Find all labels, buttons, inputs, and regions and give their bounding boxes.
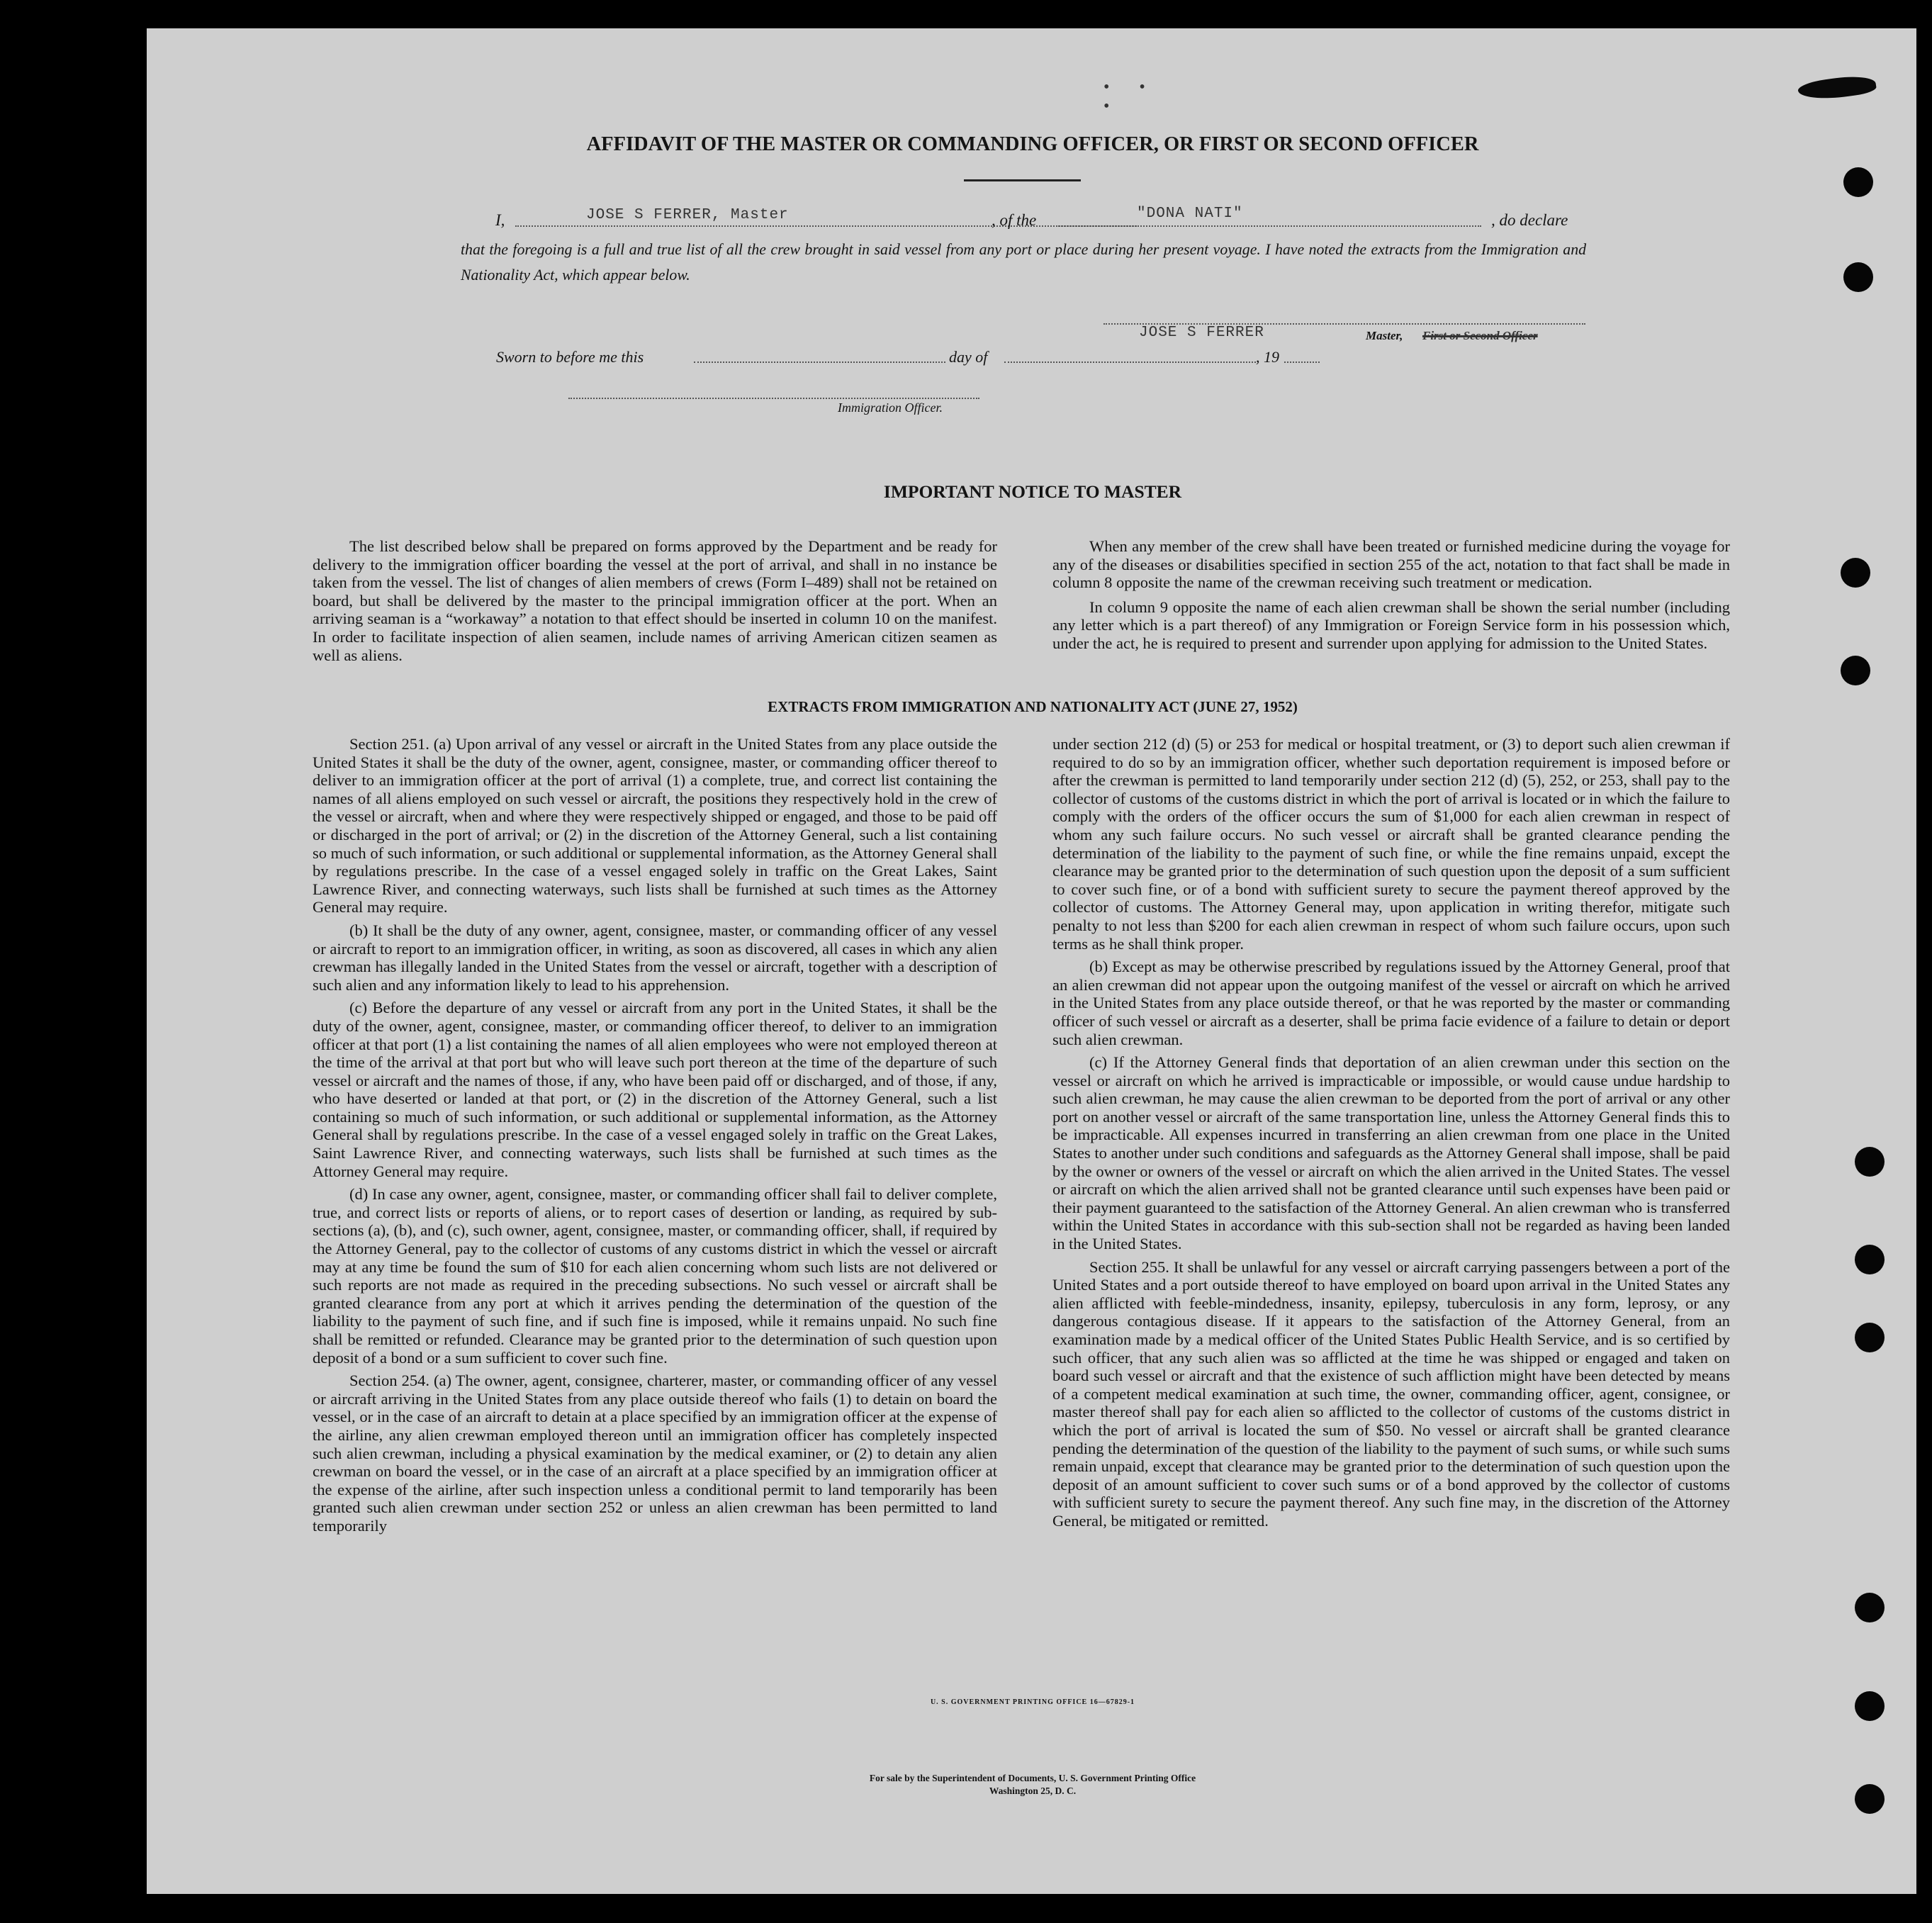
punch-hole (1855, 1691, 1885, 1721)
section-254-b: (b) Except as may be otherwise prescribed by regulations issued by the Attorney General, proof that an alien crewman did not appear upon the outgoing manifest of the vessel or aircraft on which he arrived in the United States from any place outside thereof, or that he was reported by the master or commanding officer of such vessel or aircraft as a deserter, shall be prima facie evidence of a failure to detain or deport such alien crewman. (1052, 958, 1730, 1048)
punch-hole (1843, 262, 1873, 292)
sworn-day-line (694, 361, 945, 363)
punch-hole (1855, 1784, 1885, 1814)
notice-right-text-2: In column 9 opposite the name of each alien crewman shall be shown the serial number (including any letter which is a part thereof) of any Immigration or Foreign Service form in his possession which, under the act, he is required to present and surrender upon applying for admission to the United States. (1052, 598, 1730, 652)
master-title-label: Master, (1366, 329, 1403, 342)
for-sale-line-2: Washington 25, D. C. (989, 1785, 1077, 1796)
signature-typed: JOSE S FERRER (1139, 325, 1264, 341)
extracts-title: EXTRACTS FROM IMMIGRATION AND NATIONALITY ACT (JUNE 27, 1952) (768, 698, 1298, 715)
section-251-c: (c) Before the departure of any vessel or aircraft from any port in the United States, it shall be the duty of the owner, agent, consignee, master, or commanding officer thereof, to deliver to an immigration officer at that port (1) a list containing the names of all alien employees who were not employed thereon at the time of the arrival at that port but who will leave such port thereon at the time of the departure of such vessel or aircraft and the names of those, if any, who have been paid off or discharged, and of those, if any, who have deserted or landed at that port, or (2) in the discretion of the Attorney General, such a list containing so much of such information, or such additional or supplemental information, as the Attorney General shall by regulations prescribe. In the case of a vessel engaged solely in traffic on the Great Lakes, Saint Lawrence River, and connecting waterways, such lists shall be furnished at such times as the Attorney General may require. (313, 999, 997, 1180)
master-name-line (515, 225, 1139, 227)
title-rule (964, 179, 1081, 181)
i-label: I, (495, 211, 505, 229)
vessel-name-line (1056, 225, 1481, 227)
notice-left (313, 537, 997, 669)
section-254-a: Section 254. (a) The owner, agent, consignee, charterer, master, or commanding officer of any vessel or aircraft arriving in the United States from any place outside thereof who fails (1) to detain on board the vessel, or in the case of an aircraft to detain at a place specified by an immigration officer at the expense of the airline, any alien crewman employed thereon until an immigration officer has completely inspected such alien crewman, including a physical examination by the medical examiner, or (2) to detain any alien crewman on board the vessel, or in the case of an aircraft at a place specified by an immigration officer at the expense of the airline, after such inspection unless a conditional permit to land temporarily has been granted such alien crewman under section 252 or unless an alien crewman has been permitted to land temporarily (313, 1372, 997, 1535)
extracts-right (1052, 735, 1730, 1535)
punch-hole (1855, 1245, 1885, 1274)
immigration-officer-label: Immigration Officer. (838, 400, 943, 415)
day-of-label: day of (949, 348, 988, 366)
vessel-name-value: "DONA NATI" (1137, 206, 1243, 222)
sworn-label: Sworn to before me this (496, 348, 644, 366)
top-dots: • • • (1103, 78, 1158, 116)
notice-title: IMPORTANT NOTICE TO MASTER (883, 481, 1182, 502)
struck-officer-text: First or Second Officer (1422, 329, 1538, 342)
section-251-d: (d) In case any owner, agent, consignee, master, or commanding officer shall fail to deliver complete, true, and correct lists or reports of aliens, or to report cases of desertion or landing, as required by sub-sections (a), (b), and (c), such owner, agent, consignee, master, or commanding officer, shall, if required by the Attorney General, pay to the collector of customs of any customs district in which the vessel or aircraft may at any time be found the sum of $10 for each alien concerning whom such lists are not delivered or such reports are not made as required in the preceding subsections. No such vessel or aircraft shall be granted clearance from any port at which it arrives pending the determination of the question of the liability to the payment of such fine, and if such fine is imposed, while it remains unpaid. No such fine shall be remitted or refunded. Clearance may be granted prior to the determination of such question upon deposit of a bond or a sum sufficient to cover such fine. (313, 1185, 997, 1367)
year-label: , 19 (1256, 348, 1279, 366)
punch-hole (1841, 656, 1870, 685)
punch-hole (1855, 1147, 1885, 1177)
do-declare-label: , do declare (1491, 211, 1568, 229)
notice-right (1052, 537, 1730, 658)
punch-hole (1843, 167, 1873, 197)
section-251-a: Section 251. (a) Upon arrival of any vessel or aircraft in the United States from any place outside the United States it shall be the duty of the owner, agent, consignee, master, or commanding officer thereof to deliver to an immigration officer at the port of arrival (1) a complete, true, and correct list containing the names of all aliens employed on such vessel or aircraft, the positions they respectively hold in the crew of the vessel or aircraft, when and where they were respectively shipped or engaged, and those to be paid off or discharged in the port of arrival; or (2) in the discretion of the Attorney General, such a list containing so much of such information, or such additional or supplemental information, as the Attorney General shall by regulations prescribe. In the case of a vessel engaged solely in traffic on the Great Lakes, Saint Lawrence River, and connecting waterways, such lists shall be furnished at such times as the Attorney General may require. (313, 735, 997, 916)
affidavit-title: AFFIDAVIT OF THE MASTER OR COMMANDING OFFICER, OR FIRST OR SECOND OFFICER (586, 133, 1479, 155)
document-page (147, 28, 1916, 1894)
declaration-text: that the foregoing is a full and true list of all the crew brought in said vessel from any port or place during her present voyage. I have noted the extracts from the Immigration and Nationality Act, which appear below. (461, 241, 1586, 284)
torn-corner-mark (1797, 72, 1877, 103)
notice-left-text: The list described below shall be prepared on forms approved by the Department and be ready for delivery to the immigration officer boarding the vessel at the port of arrival, and shall in no instance be taken from the vessel. The list of changes of alien members of crews (Form I–489) shall not be retained on board, but shall be delivered by the master to the principal immigration officer at the port. When an arriving seaman is a “workaway” a notation to that effect should be inserted in column 10 on the manifest. In order to facilitate inspection of alien seamen, include names of arriving American citizen seamen as well as aliens. (313, 537, 997, 664)
officer-signature-line (568, 398, 979, 399)
sworn-year-line (1284, 361, 1320, 363)
printing-office-code: U. S. GOVERNMENT PRINTING OFFICE 16—67829-1 (930, 1698, 1135, 1706)
extracts-left (313, 735, 997, 1540)
notice-right-text-1: When any member of the crew shall have been treated or furnished medicine during the voyage for any of the diseases or disabilities specified in section 255 of the act, notation to that fact shall be made in column 8 opposite the name of the crewman receiving such treatment or medication. (1052, 537, 1730, 592)
sworn-month-line (1004, 361, 1256, 363)
of-the-label: , of the (992, 211, 1037, 229)
punch-hole (1855, 1323, 1885, 1352)
section-255: Section 255. It shall be unlawful for any vessel or aircraft carrying passengers between a port of the United States and a port outside thereof to have employed on board upon arrival in the United States any alien afflicted with feeble-mindedness, insanity, epilepsy, tuberculosis in any form, leprosy, or any dangerous contagious disease. If it appears to the satisfaction of the Attorney General, from an examination made by a medical officer of the United States Public Health Service, and is so certified by such officer, that any such alien was so afflicted at the time he was shipped or engaged and taken on board such vessel or aircraft and that the existence of such affliction might have been detected by means of a competent medical examination at such time, the owner, commanding officer, agent, consignee, or master thereof shall pay for each alien so afflicted to the collector of customs of the customs district in which the port of arrival is located the sum of $50. No vessel or aircraft shall be granted clearance pending the determination of the question of the liability to the payment of such sums, or while such sums remain unpaid, except that clearance may be granted prior to the determination of such question upon the deposit of an amount sufficient to cover such sums or of a bond approved by the collector of customs with sufficient surety to secure the payment thereof. Any such fine may, in the discretion of the Attorney General, be mitigated or remitted. (1052, 1257, 1730, 1530)
section-251-b: (b) It shall be the duty of any owner, agent, consignee, master, or commanding officer of any vessel or aircraft to report to an immigration officer, in writing, as soon as discovered, all cases in which any alien crewman has illegally landed in the United States from the vessel or aircraft, together with a description of such alien and any information likely to lead to his apprehension. (313, 921, 997, 994)
section-254-a-continued: under section 212 (d) (5) or 253 for medical or hospital treatment, or (3) to deport such alien crewman if required to do so by an immigration officer, whether such deportation requirement is imposed before or after the crewman is permitted to land temporarily under section 212 (d) (5), 252, or 253, shall pay to the collector of customs of the customs district in which the port of arrival is located or in which the failure to comply with the orders of the officer occurs the sum of $1,000 for each alien crewman in respect of whom any such failure occurs. No such vessel or aircraft shall be granted clearance pending the determination of the liability to the payment of such fine, or while the fine remains unpaid, except the clearance may be granted prior to the determination of such question upon the deposit of a sum sufficient to cover such fine, or of a bond with sufficient surety to secure the payment thereof approved by the collector of customs. The Attorney General may, upon application in writing therefor, mitigate such penalty to not less than $200 for each alien crewman in respect of whom such failure occurs, upon such terms as he shall think proper. (1052, 735, 1730, 953)
section-254-c: (c) If the Attorney General finds that deportation of an alien crewman under this section on the vessel or aircraft on which he arrived is impracticable or impossible, or would cause undue hardship to such alien crewman, he may cause the alien crewman to be deported from the port of arrival or any other port on another vessel or aircraft of the same transportation line, unless the Attorney General finds this to be impracticable. All expenses incurred in transferring an alien crewman from one place in the United States to another under such conditions and safeguards as the Attorney General shall impose, shall be paid by the owner or owners of the vessel or aircraft on which the alien arrived in the United States. The vessel or aircraft on which the alien arrived shall not be granted clearance until such expenses have been paid or their payment guaranteed to the satisfaction of the Attorney General. An alien crewman who is transferred within the United States in accordance with this sub-section shall not be regarded as having been landed in the United States. (1052, 1053, 1730, 1253)
punch-hole (1855, 1593, 1885, 1622)
for-sale-line-1: For sale by the Superintendent of Documents, U. S. Government Printing Office (869, 1773, 1196, 1783)
master-name-value: JOSE S FERRER, Master (586, 207, 789, 223)
punch-hole (1841, 558, 1870, 588)
